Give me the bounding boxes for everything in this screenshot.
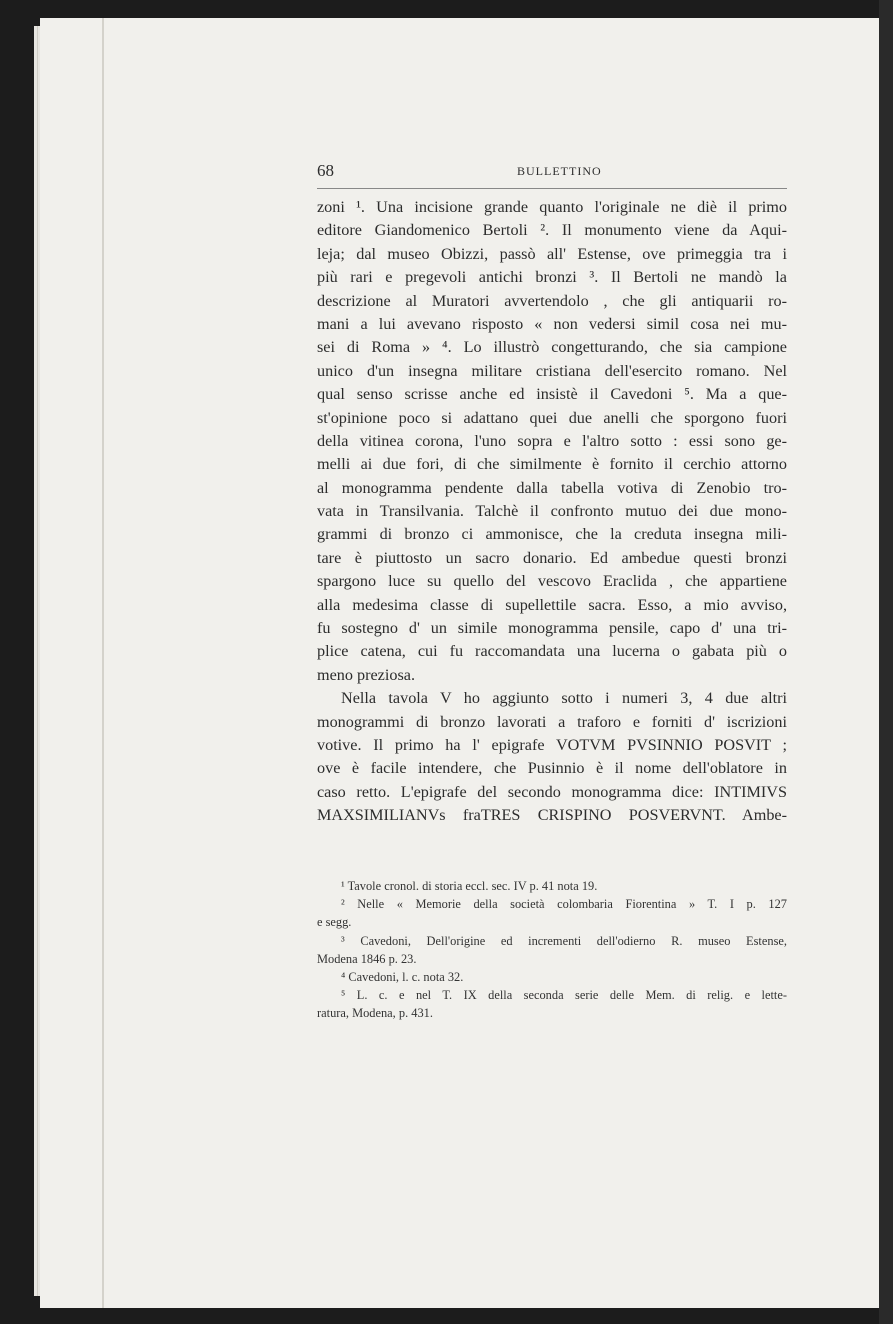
text-line: zoni ¹. Una incisione grande quanto l'originale ne diè il primo [317,198,787,216]
text-line: fu sostegno d' un simile monogramma pensile, capo d' una tri- [317,619,787,638]
page-number: 68 [317,161,334,180]
footnote-line: ⁵ L. c. e nel T. IX della seconda serie delle Mem. di relig. e lette- [341,988,787,1003]
text-line: spargono luce su quello del vescovo Eraclida , che appartiene [317,572,787,591]
text-line: meno preziosa. [317,665,415,684]
body-text [317,196,787,828]
running-title: BULLETTINO [517,164,602,178]
footnote-line: ¹ Tavole cronol. di storia eccl. sec. IV p. 41 nota 19. [341,879,598,893]
text-line: unico d'un insegna militare cristiana dell'esercito romano. Nel [317,361,787,380]
text-line: vata in Transilvania. Talchè il confronto mutuo dei due mono- [317,502,787,521]
text-line: plice catena, cui fu raccomandata una lucerna o gabata più o [317,642,787,661]
page-fold [102,18,104,1308]
text-line: grammi di bronzo ci ammonisce, che la creduta insegna mili- [317,525,787,544]
text-line: MAXSIMILIANVs fraTRES CRISPINO POSVERVNT. Ambe- [317,806,787,825]
footnote-line: Modena 1846 p. 23. [317,951,417,966]
text-line: caso retto. L'epigrafe del secondo monogramma dice: INTIMIVS [317,782,787,801]
text-line: st'opinione poco si adattano quei due anelli che sporgono fuori [317,408,787,427]
text-line: leja; dal museo Obizzi, passò all' Estense, ove primeggia tra i [317,244,787,263]
text-line: descrizione al Muratori avvertendolo , che gli antiquarii ro- [317,291,787,310]
text-line: melli ai due fori, di che similmente è fornito il cerchio attorno [317,455,787,474]
text-line: alla medesima classe di supellettile sacra. Esso, a mio avviso, [317,595,787,614]
text-line: più rari e pregevoli antichi bronzi ³. Il Bertoli ne mandò la [317,268,787,287]
footnote-line: ⁴ Cavedoni, l. c. nota 32. [341,969,464,984]
header-rule [317,188,787,189]
text-line: mani a lui avevano risposto « non vedersi simil cosa nei mu- [317,314,787,333]
text-line: qual senso scrisse anche ed insistè il Cavedoni ⁵. Ma a que- [317,385,787,404]
footnote-line: e segg. [317,915,352,930]
scan-shadow [879,0,893,1324]
footnote-line: ratura, Modena, p. 431. [317,1006,433,1021]
page-header [317,161,787,183]
text-line: della vitinea corona, l'uno sopra e l'altro sotto : essi sono ge- [317,431,787,450]
footnote-line: ² Nelle « Memorie della società colombaria Fiorentina » T. I p. 127 [341,897,787,912]
text-line: Nella tavola V ho aggiunto sotto i numeri 3, 4 due altri [341,689,787,708]
text-line: al monogramma pendente dalla tabella votiva di Zenobio tro- [317,478,787,497]
text-line: editore Giandomenico Bertoli ². Il monumento viene da Aqui- [317,221,787,240]
text-line: ove è facile intendere, che Pusinnio è il nome dell'oblatore in [317,759,787,778]
text-line: monogrammi di bronzo lavorati a traforo e forniti d' iscrizioni [317,712,787,731]
text-line: votive. Il primo ha l' epigrafe VOTVM PVSINNIO POSVIT ; [317,735,787,754]
footnote-line: ³ Cavedoni, Dell'origine ed incrementi dell'odierno R. museo Estense, [341,933,787,948]
footnotes [317,877,787,1023]
text-line: tare è piuttosto un sacro donario. Ed ambedue questi bronzi [317,548,787,567]
text-line: sei di Roma » ⁴. Lo illustrò congetturando, che sia campione [317,338,787,357]
